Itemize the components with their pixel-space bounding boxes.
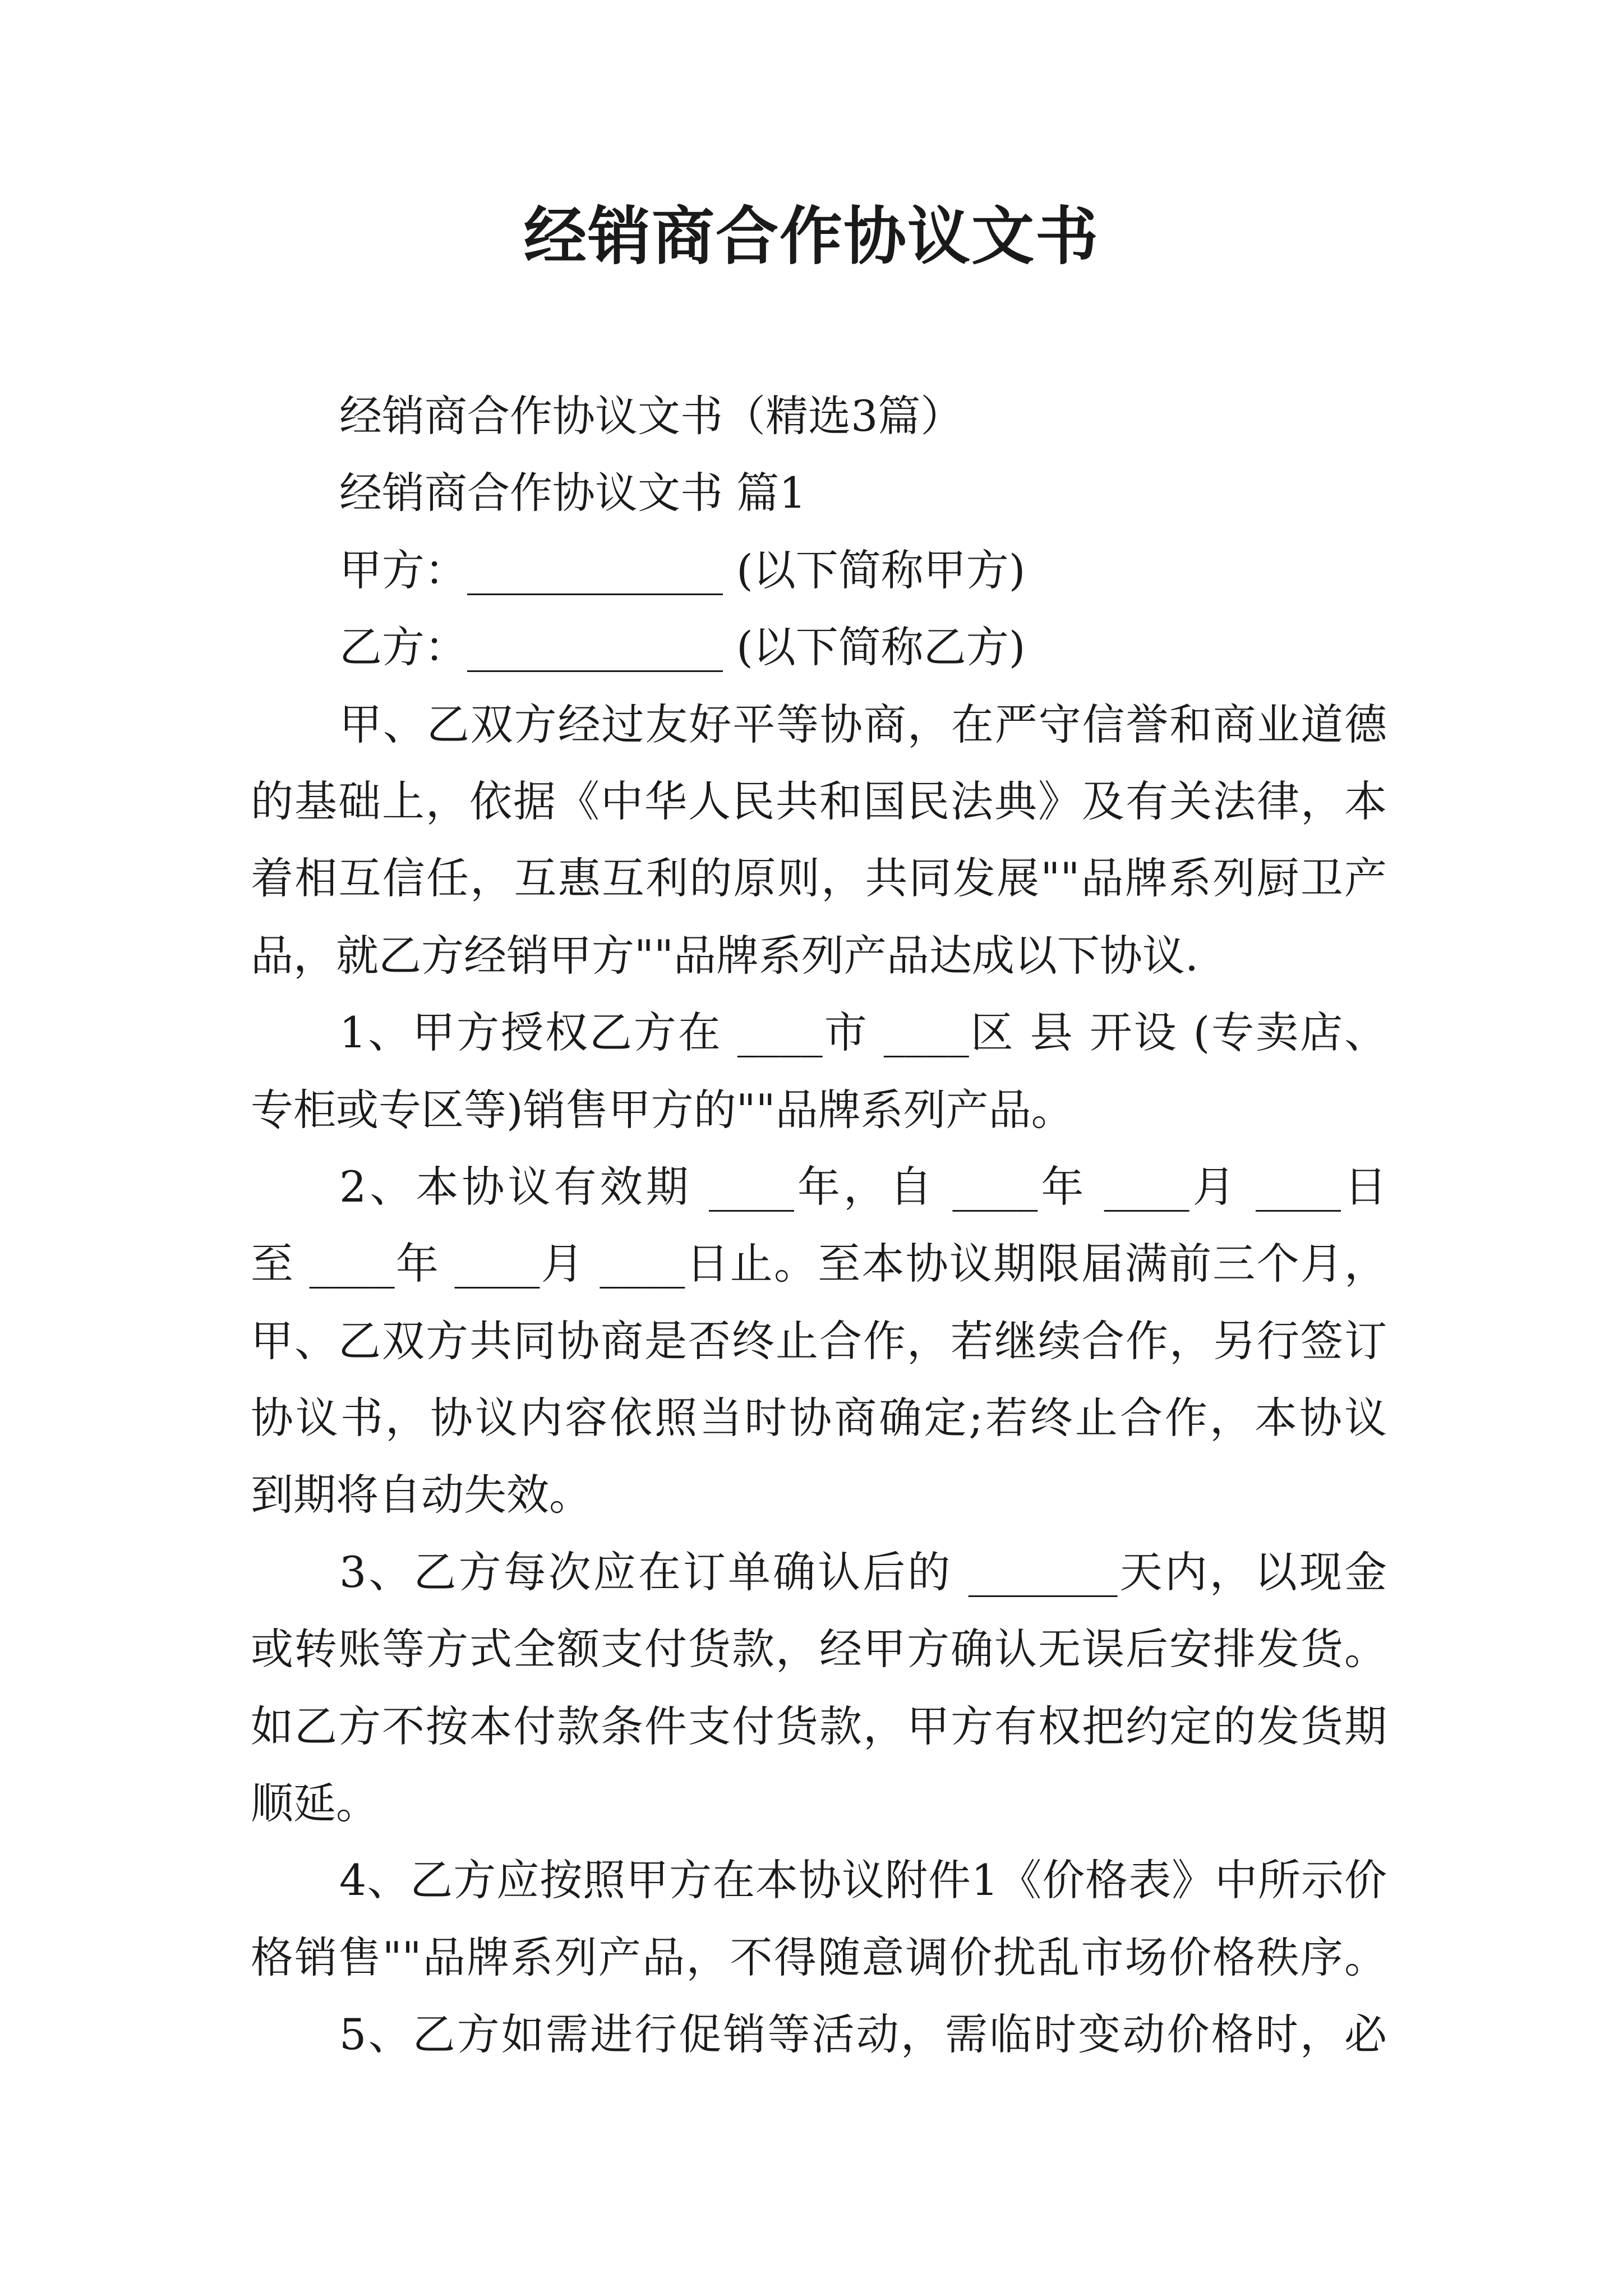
body-line: 品，就乙方经销甲方""品牌系列产品达成以下协议. [251,930,1199,981]
clause-2-line: 到期将自动失效。 [251,1470,592,1520]
body-line: 着相互信任，互惠互利的原则，共同发展""品牌系列厨卫产 [251,853,1387,904]
header-line-party-b: 乙方：____________ (以下简称乙方) [339,622,1026,673]
clause-2-line: 至 ____年 ____月 ____日止。至本协议期限届满前三个月， [251,1239,1387,1289]
clause-5-line: 5、乙方如需进行促销等活动，需临时变动价格时，必 [339,2009,1387,2060]
clause-4-line: 4、乙方应按照甲方在本协议附件1《价格表》中所示价 [339,1855,1387,1906]
header-line-collection-title: 经销商合作协议文书（精选3篇） [339,391,963,441]
document-body [251,378,1387,2073]
clause-4-line: 格销售""品牌系列产品，不得随意调价扰乱市场价格秩序。 [251,1932,1387,1982]
body-line: 甲、乙双方经过友好平等协商，在严守信誉和商业道德 [339,699,1387,749]
header-line-party-a: 甲方：____________ (以下简称甲方) [339,545,1026,595]
clause-3-line: 如乙方不按本付款条件支付货款，甲方有权把约定的发货期 [251,1701,1387,1751]
clause-3-line: 顺延。 [251,1778,379,1829]
clause-2-line: 甲、乙双方共同协商是否终止合作，若继续合作，另行签订 [251,1315,1387,1366]
clause-3-line: 3、乙方每次应在订单确认后的 _______天内，以现金 [339,1547,1387,1597]
clause-3-line: 或转账等方式全额支付货款，经甲方确认无误后安排发货。 [251,1624,1387,1674]
body-line: 的基础上，依据《中华人民共和国民法典》及有关法律，本 [251,776,1387,826]
header-line-section-title: 经销商合作协议文书 篇1 [339,468,806,518]
clause-2-line: 2、本协议有效期 ____年，自 ____年 ____月 ____日 [339,1161,1387,1212]
document-title: 经销商合作协议文书 [524,200,1099,273]
clause-1-line: 1、甲方授权乙方在 ____市 ____区 县 开设 (专卖店、 [339,1007,1387,1058]
clause-2-line: 协议书，协议内容依照当时协商确定;若终止合作，本协议 [251,1393,1387,1443]
clause-1-line: 专柜或专区等)销售甲方的""品牌系列产品。 [251,1084,1074,1135]
